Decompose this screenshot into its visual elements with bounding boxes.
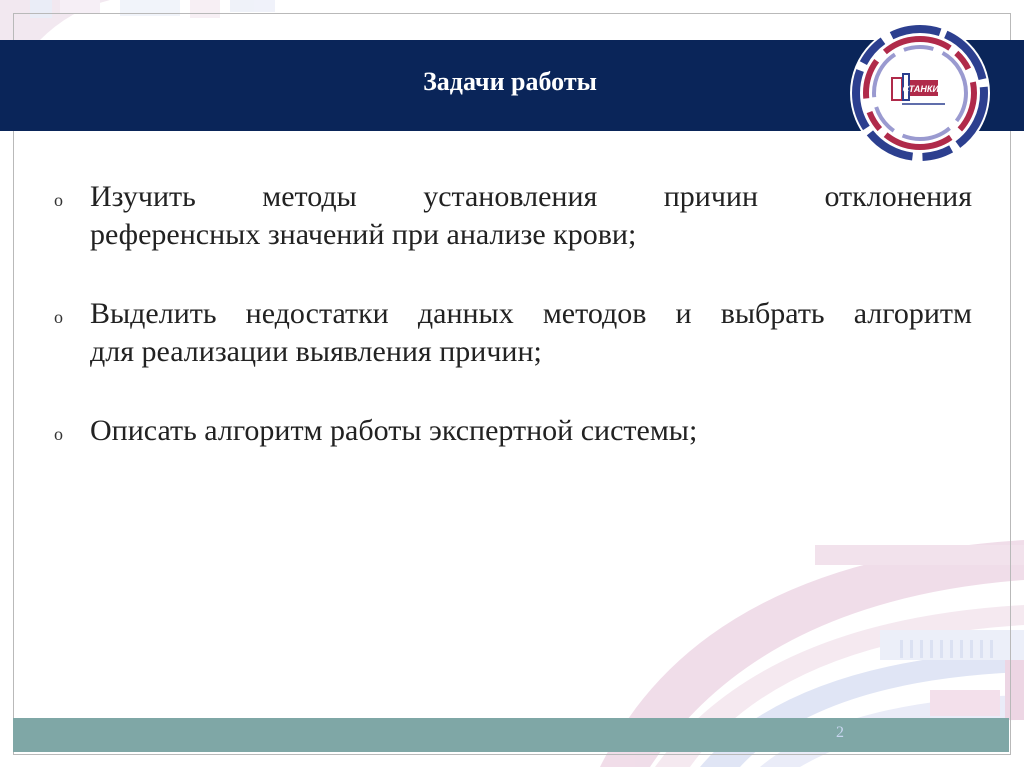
bullet-circle-icon: o	[54, 307, 63, 327]
list-item	[54, 295, 972, 371]
bullet-circle-icon: o	[54, 190, 63, 210]
bullet-circle-icon: o	[54, 424, 63, 444]
list-item	[54, 412, 972, 450]
page-number: 2	[836, 724, 844, 741]
footer-band	[13, 718, 1009, 752]
task-2-line-2: для реализации выявления причин;	[90, 335, 542, 368]
slide-title: Задачи работы	[423, 67, 597, 96]
university-logo	[847, 20, 993, 166]
logo-text: СТАНКИН	[902, 84, 946, 94]
task-1-line-2: референсных значений при анализе крови;	[90, 218, 637, 251]
task-2-line-1: Выделить недостатки данных методов и выбрать алгоритм	[90, 297, 972, 330]
list-item	[54, 178, 972, 254]
task-3-line-1: Описать алгоритм работы экспертной системы;	[90, 414, 698, 447]
tasks-list	[54, 178, 972, 491]
task-1-line-1: Изучить методы установления причин отклонения	[90, 180, 972, 213]
